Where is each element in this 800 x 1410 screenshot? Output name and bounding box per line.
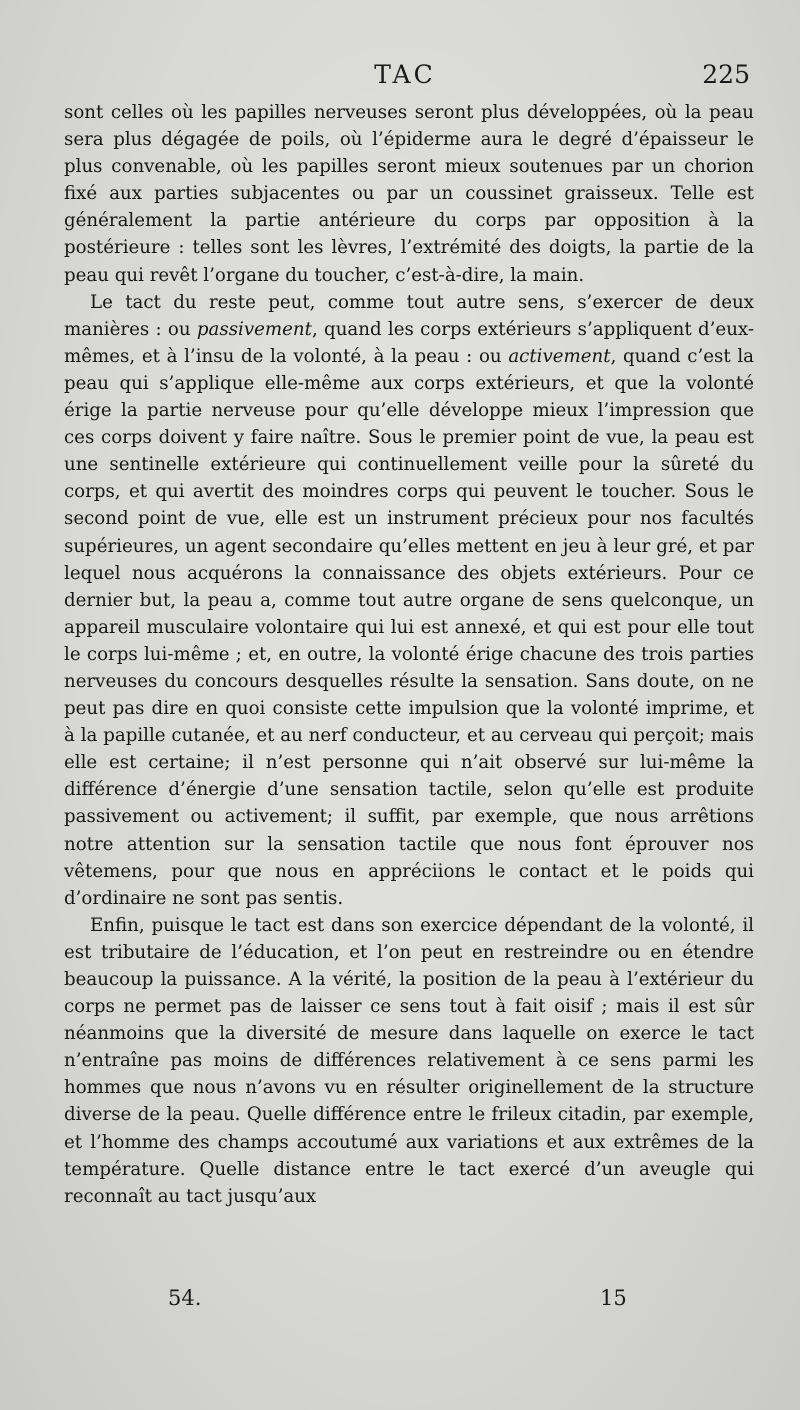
running-head: TAC [374, 60, 436, 89]
text-run: Enfin, puisque le tact est dans son exercice dépendant de la volonté, il est tributaire de l’éducation, et l’on peut en restreindre ou en étendre beaucoup la puissance. A la vérité, la position de la peau à l’extérieur du corps ne permet pas de laisser ce sens tout à fait oisif ; mais il est sûr néanmoins que la diversité de mesure dans laquelle on exerce le tact n’entraîne pas moins de différences relativement à ce sens parmi les hommes que nous n’avons vu en résulter originellement de la structure diverse de la peau. Quelle différence entre le frileux citadin, par exemple, et l’homme des champs accoutumé aux variations et aux extrêmes de la température. Quelle distance entre le tact exercé d’un aveugle qui reconnaît au tact jusqu’aux [64, 914, 754, 1207]
text-run: , quand c’est la peau qui s’applique elle-même aux corps extérieurs, et que la volonté érige la partie nerveuse pour qu’elle développe mieux l’impression que ces corps doivent y faire naître. Sous le premier point de vue, la peau est une sentinelle extérieure qui continuellement veille pour la sûreté du corps, et qui avertit des moindres corps qui peuvent le toucher. Sous le second point de vue, elle est un instrument précieux pour nos facultés supérieures, un agent secondaire qu’elles mettent en jeu à leur gré, et par lequel nous acquérons la connaissance des objets extérieurs. Pour ce dernier but, la peau a, comme tout autre organe de sens quelconque, un appareil musculaire volontaire qui lui est annexé, et qui est pour elle tout le corps lui-même ; et, en outre, la volonté érige chacune des trois parties nerveuses du concours desquelles résulte la sensation. Sans doute, on ne peut pas dire en quoi consiste cette impulsion que la volonté imprime, et à la papille cutanée, et au nerf conducteur, et au cerveau qui perçoit; mais elle est certaine; il n’est personne qui n’ait observé sur lui-même la différence d’énergie d’une sensation tactile, selon qu’elle est produite passivement ou activement; il suffit, par exemple, que nous arrêtions notre attention sur la sensation tactile que nous font éprouver nos vêtemens, pour que nous en appréciions le contact et le poids qui d’ordinaire ne sont pas sentis. [64, 345, 755, 909]
text-run: Le tact du reste peut, comme tout autre sens, s’exercer de deux manières : ou [64, 291, 754, 340]
italic-term: activement [508, 345, 611, 367]
body-text [64, 99, 754, 1210]
paragraph [64, 289, 754, 912]
paragraph [64, 912, 754, 1210]
page-number: 225 [702, 60, 750, 89]
page-footer [60, 1286, 750, 1316]
page-header [60, 60, 750, 96]
italic-term: passivement [196, 318, 312, 340]
gathering-number: 15 [600, 1286, 627, 1310]
paragraph [64, 99, 754, 289]
text-run: sont celles où les papilles nerveuses seront plus développées, où la peau sera plus dégagée de poils, où l’épiderme aura le degré d’épaisseur le plus convenable, où les papilles seront mieux soutenues par un chorion fixé aux parties subjacentes ou par un coussinet graisseux. Telle est généralement la partie antérieure du corps par opposition à la postérieure : telles sont les lèvres, l’extrémité des doigts, la partie de la peau qui revêt l’organe du toucher, c’est-à-dire, la main. [64, 102, 754, 286]
text-run: , quand les corps extérieurs s’appliquent d’eux-mêmes, et à l’insu de la volonté, à la peau : ou [64, 318, 754, 367]
signature-mark: 54. [168, 1286, 202, 1310]
